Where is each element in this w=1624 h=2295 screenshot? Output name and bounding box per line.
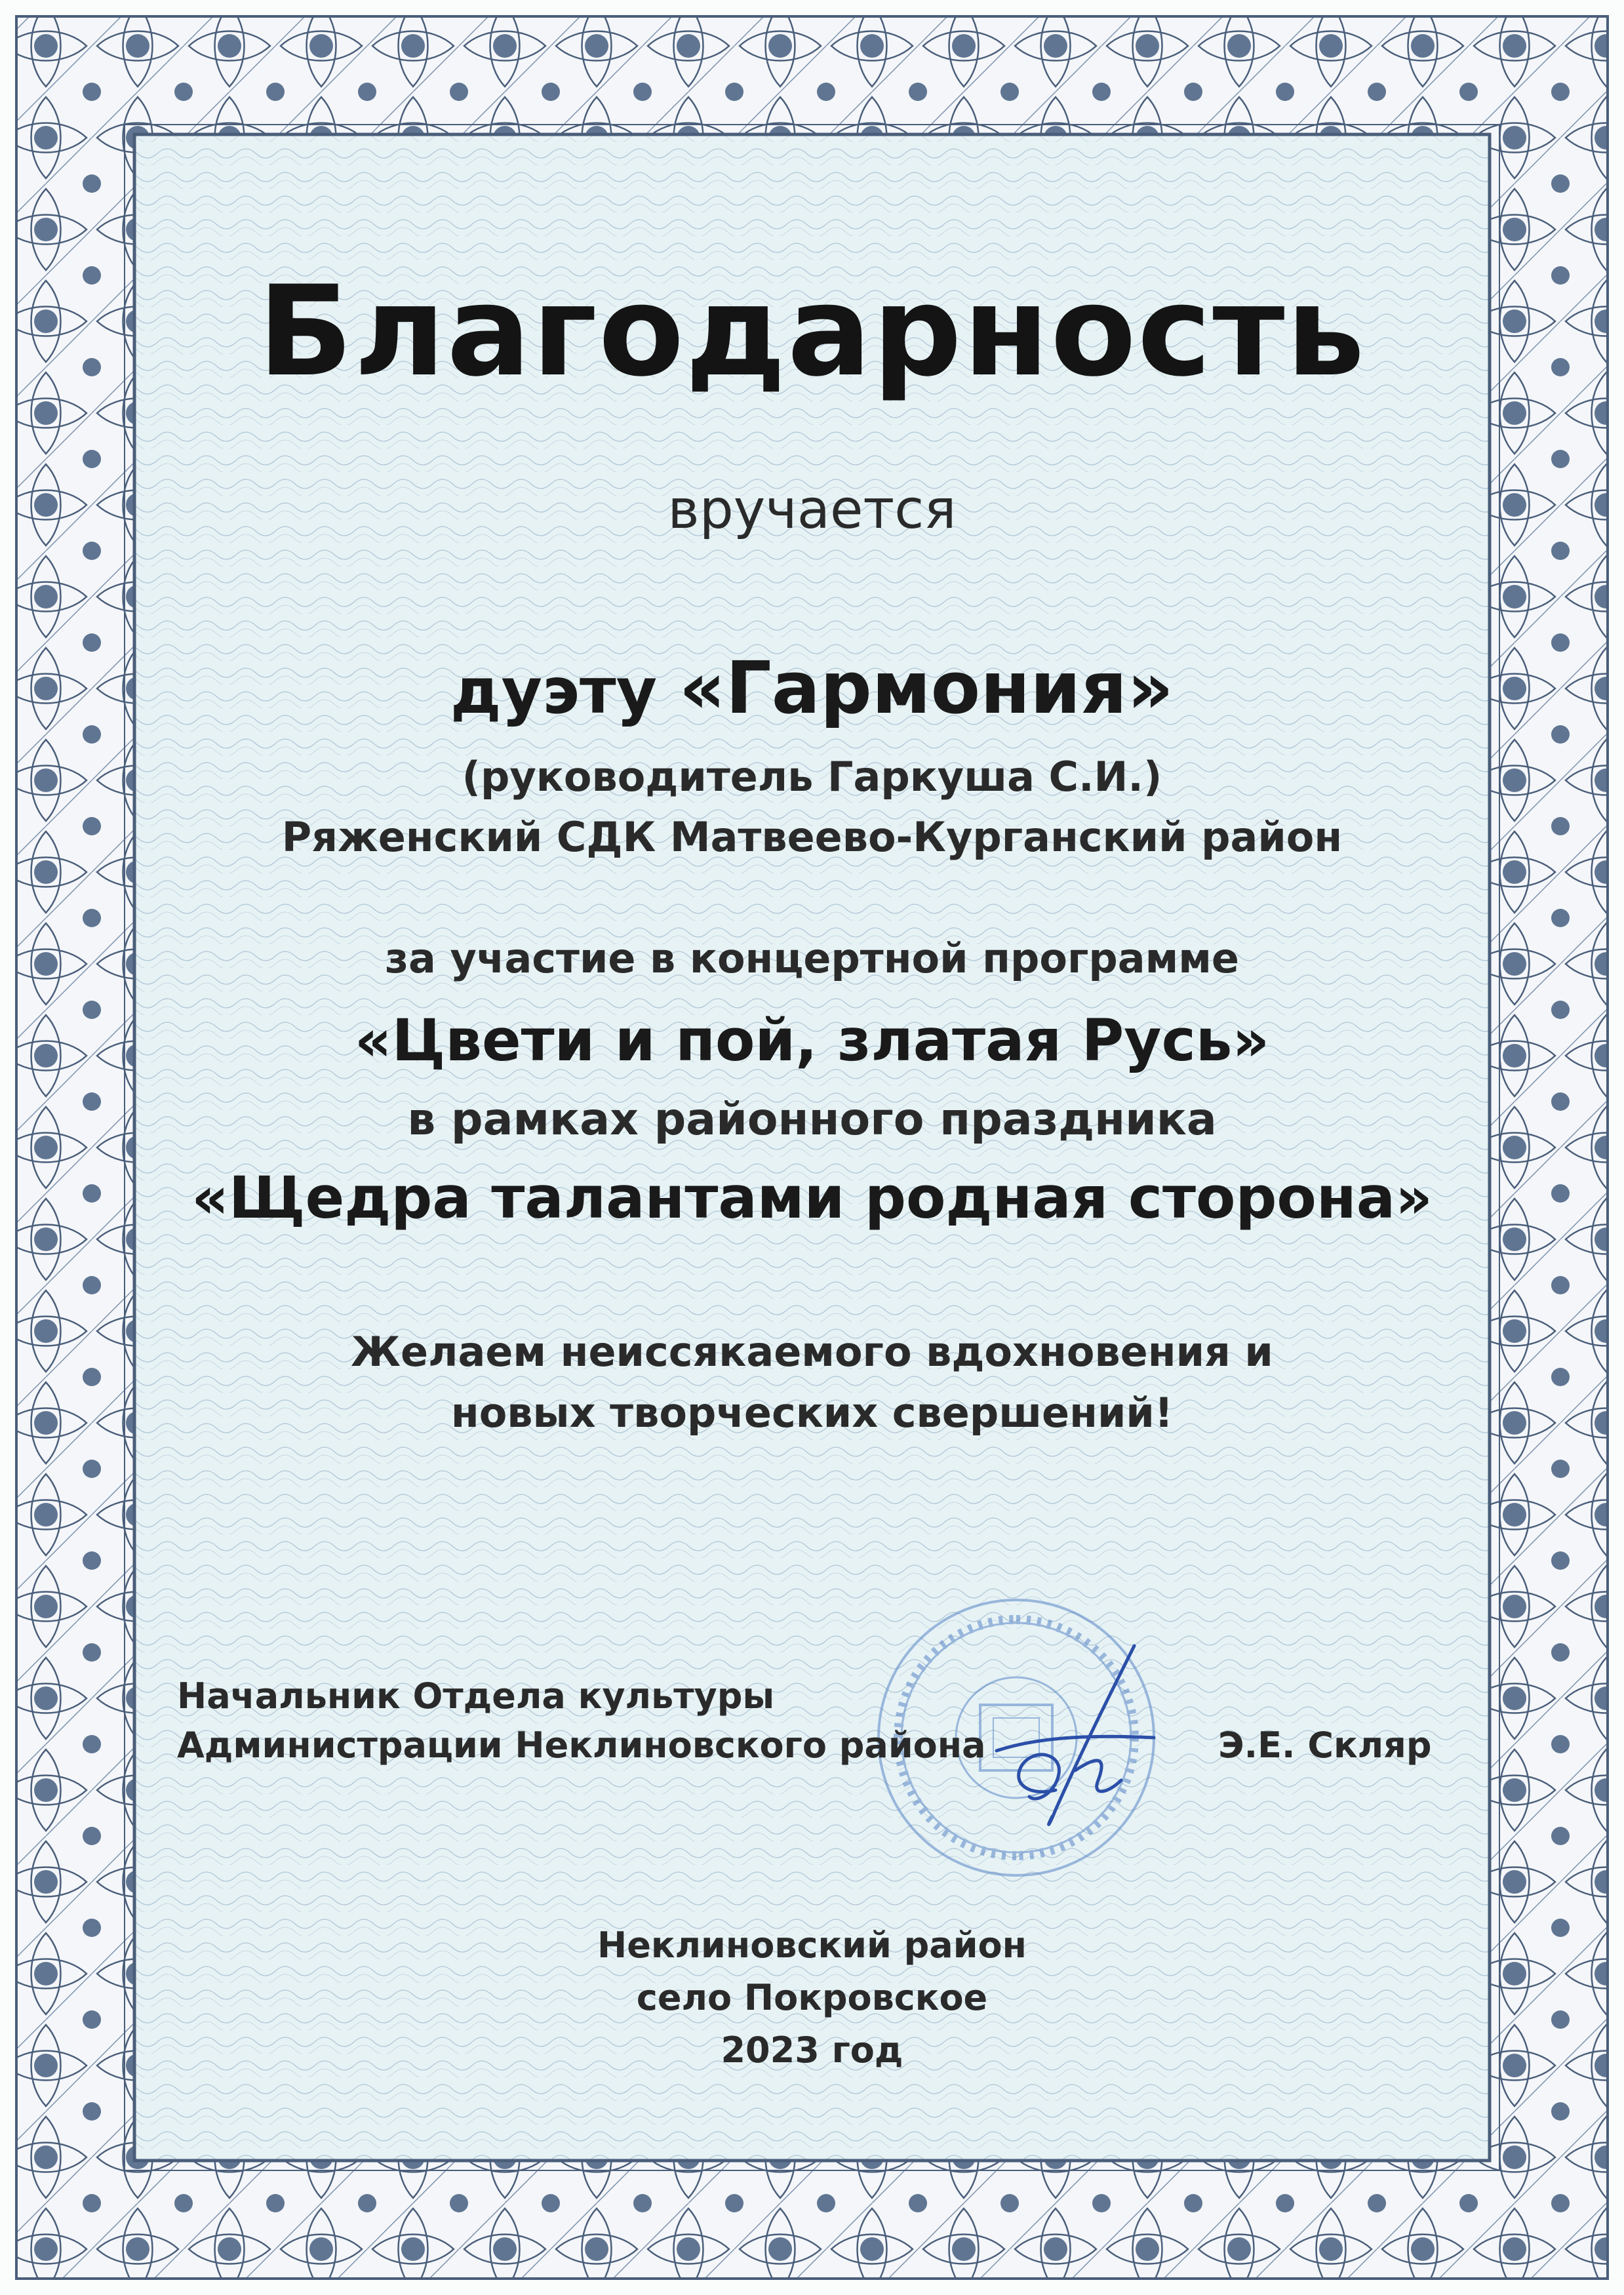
year-line: 2023 год xyxy=(721,2029,903,2071)
handwritten-signature xyxy=(983,1639,1167,1836)
signatory-position-line-2: Администрации Неклиновского района xyxy=(177,1725,986,1766)
within-line: в рамках районного праздника xyxy=(407,1094,1217,1146)
wish-line-2: новых творческих свершений! xyxy=(450,1389,1174,1437)
organization-line: Ряженский СДК Матвеево-Курганский район xyxy=(281,813,1343,861)
certificate-title: Благодарность xyxy=(258,259,1366,404)
festival-name: «Щедра талантами родная сторона» xyxy=(191,1164,1433,1231)
district-line: Неклиновский район xyxy=(597,1925,1027,1966)
signatory-name: Э.Е. Скляр xyxy=(1218,1725,1432,1766)
recipient-name: «Гармония» xyxy=(679,646,1174,730)
signatory-position-line-1: Начальник Отдела культуры xyxy=(177,1675,775,1717)
recipient-prefix: дуэту xyxy=(450,654,679,728)
wish-line-1: Желаем неиссякаемого вдохновения и xyxy=(351,1328,1273,1376)
program-name: «Цвети и пой, златая Русь» xyxy=(354,1007,1270,1074)
participation-line: за участие в концертной программе xyxy=(385,934,1239,982)
village-line: село Покровское xyxy=(636,1977,988,2018)
presented-label: вручается xyxy=(667,479,957,541)
recipient xyxy=(0,646,1624,730)
leader-line: (руководитель Гаркуша С.И.) xyxy=(462,753,1162,801)
